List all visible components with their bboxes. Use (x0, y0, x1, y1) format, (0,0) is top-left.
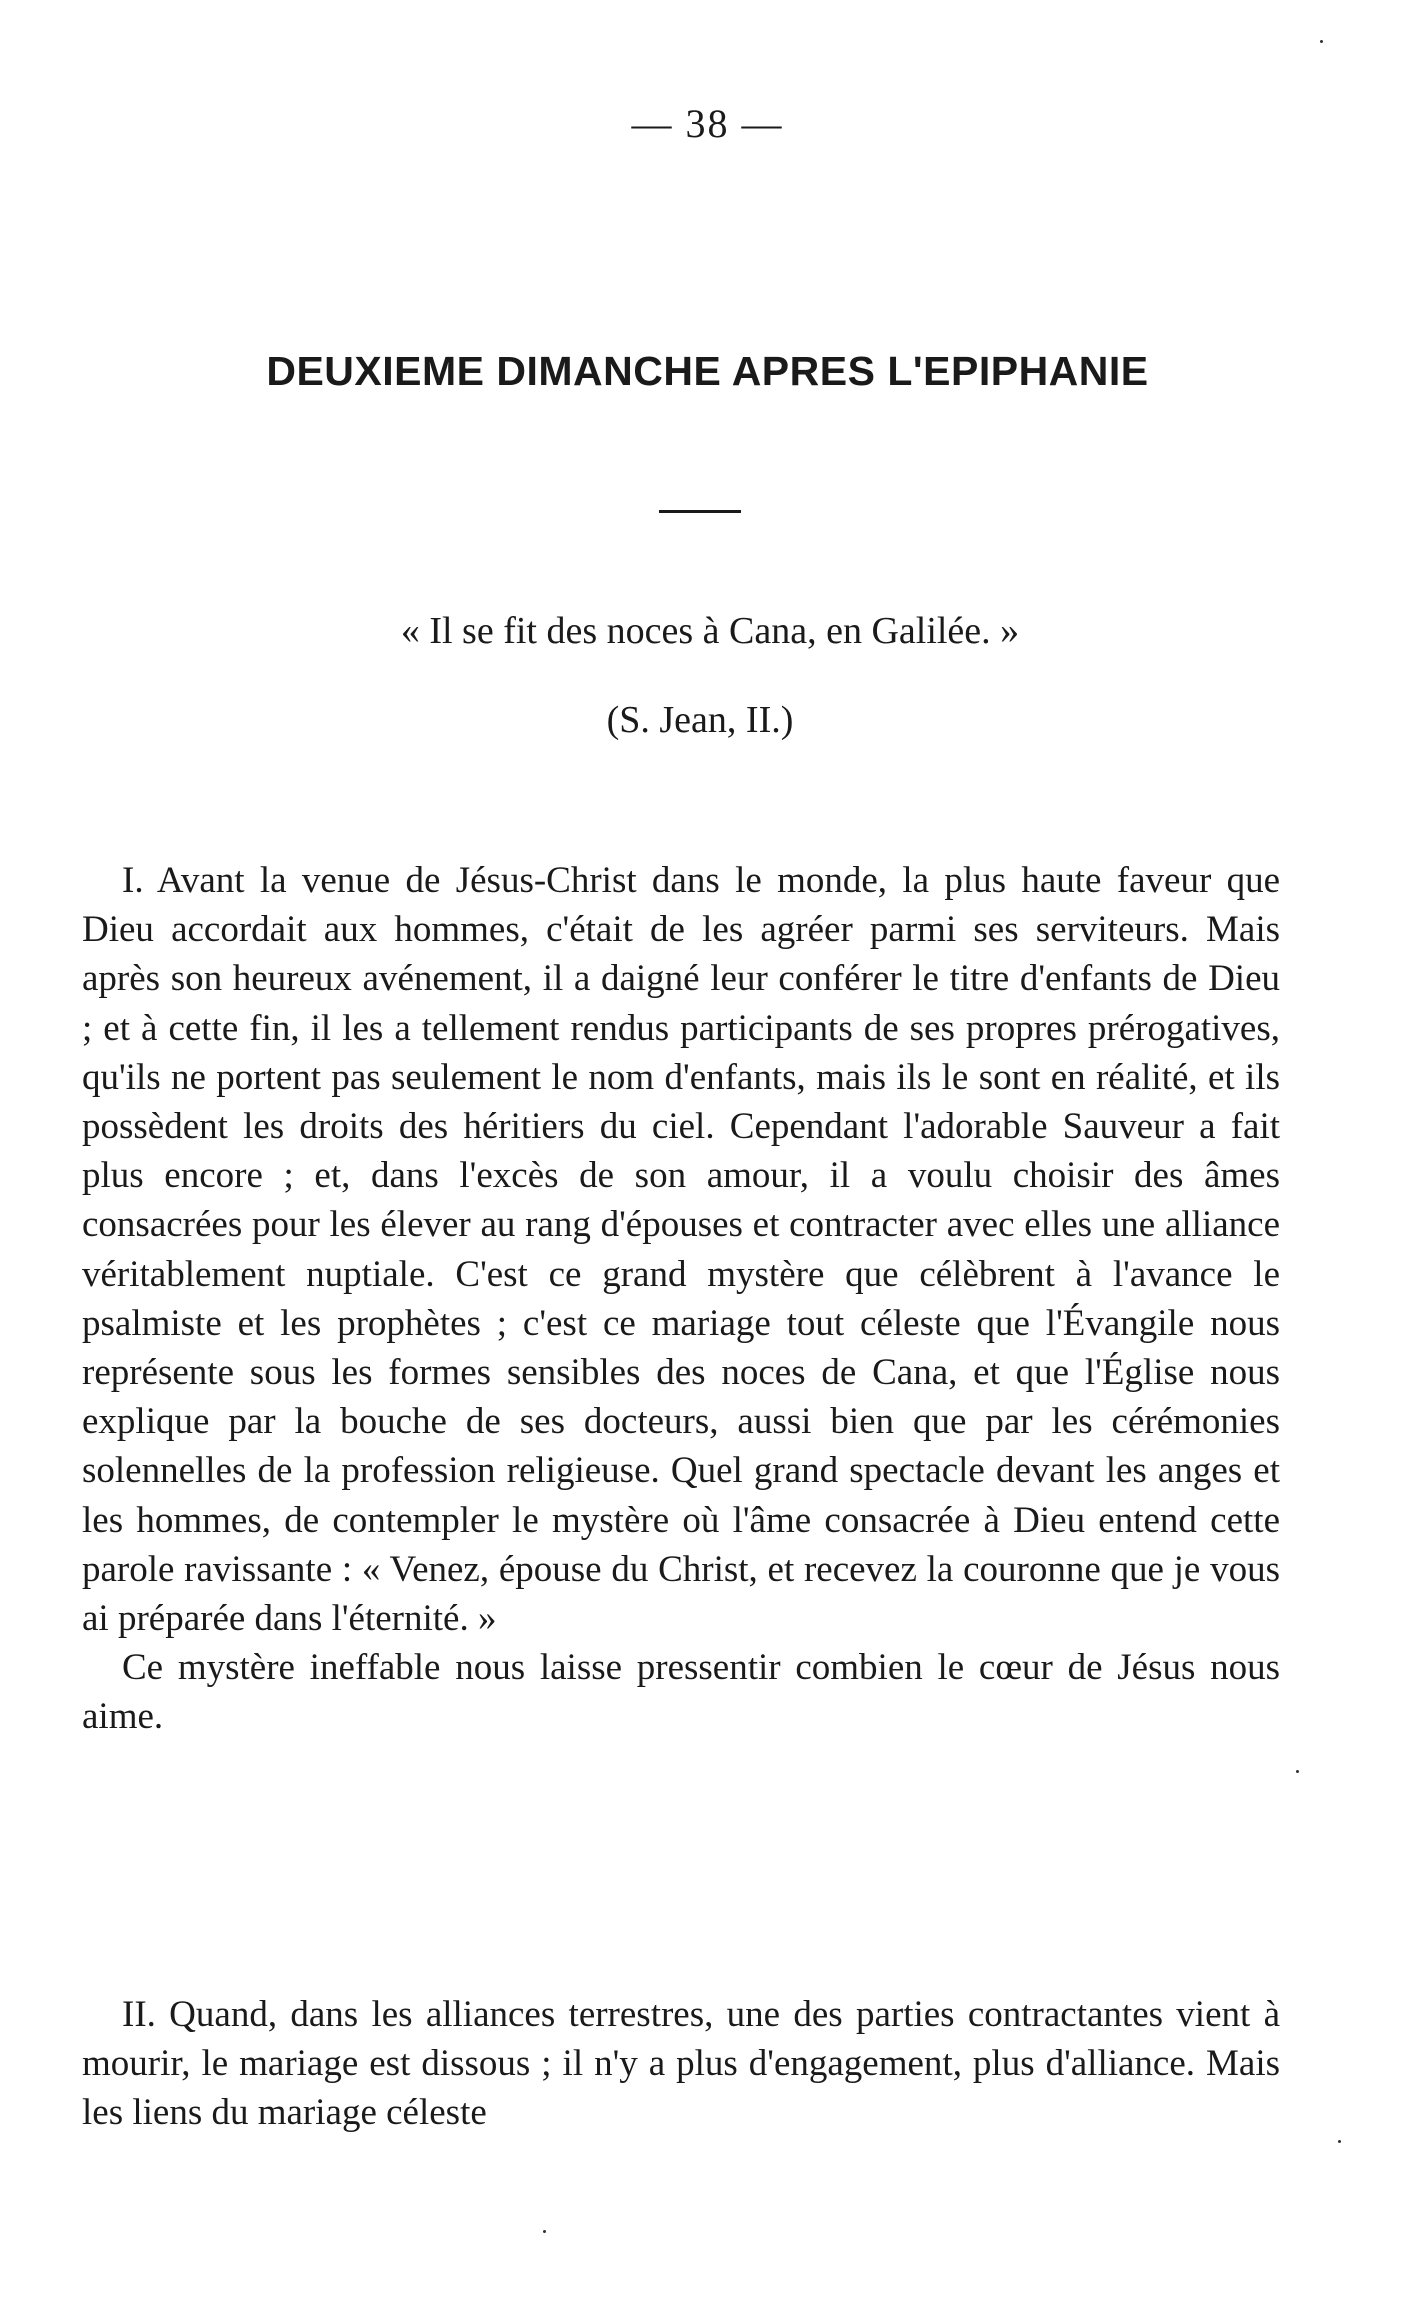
print-speck (1320, 40, 1323, 43)
chapter-title: DEUXIEME DIMANCHE APRES L'EPIPHANIE (266, 348, 1149, 394)
paragraph: II. Quand, dans les alliances terrestres, une des parties contractantes vient à mourir, le mariage est dissous ; il n'y a plus d'engagement, plus d'alliance. Mais les liens du mariage céleste (82, 1994, 1280, 2134)
print-speck (1338, 2140, 1341, 2143)
paragraph: I. Avant la venue de Jésus-Christ dans le monde, la plus haute faveur que Dieu accordait aux hommes, c'était de les agréer parmi ses serviteurs. Mais après son heureux avénement, il a daigné leur conférer le titre d'enfants de Dieu ; et à cette fin, il les a tellement rendus participants de ses propres prérogatives, qu'ils ne portent pas seulement le nom d'enfants, mais ils le sont en réalité, et ils possèdent les droits des héritiers du ciel. Cependant l'adorable Sauveur a fait plus encore ; et, dans l'excès de son amour, il a voulu choisir des âmes consacrées pour les élever au rang d'épouses et contracter avec elles une alliance véritablement nuptiale. C'est ce grand mystère que célèbrent à l'avance le psalmiste et les prophètes ; c'est ce mariage tout céleste que l'Évangile nous représente sous les formes sensibles des noces de Cana, et que l'Église nous explique par la bouche de ses docteurs, aussi bien que par les cérémonies solennelles de la profession religieuse. Quel grand spectacle devant les anges et les hommes, de contempler le mystère où l'âme consacrée à Dieu entend cette parole ravissante : « Venez, épouse du Christ, et recevez la couronne que je vous ai préparée dans l'éternité. » (82, 860, 1280, 1640)
paragraph: Ce mystère ineffable nous laisse pressentir combien le cœur de Jésus nous aime. (82, 1647, 1280, 1738)
print-speck (1296, 1770, 1299, 1773)
title-divider (659, 510, 741, 513)
print-speck (543, 2230, 546, 2233)
section-two (82, 1990, 1280, 2138)
section-one (82, 856, 1280, 1742)
epigraph-quote: « Il se fit des noces à Cana, en Galilée. » (400, 610, 1020, 652)
scripture-reference: (S. Jean, II.) (606, 699, 794, 741)
page-number: — 38 — (631, 101, 784, 146)
